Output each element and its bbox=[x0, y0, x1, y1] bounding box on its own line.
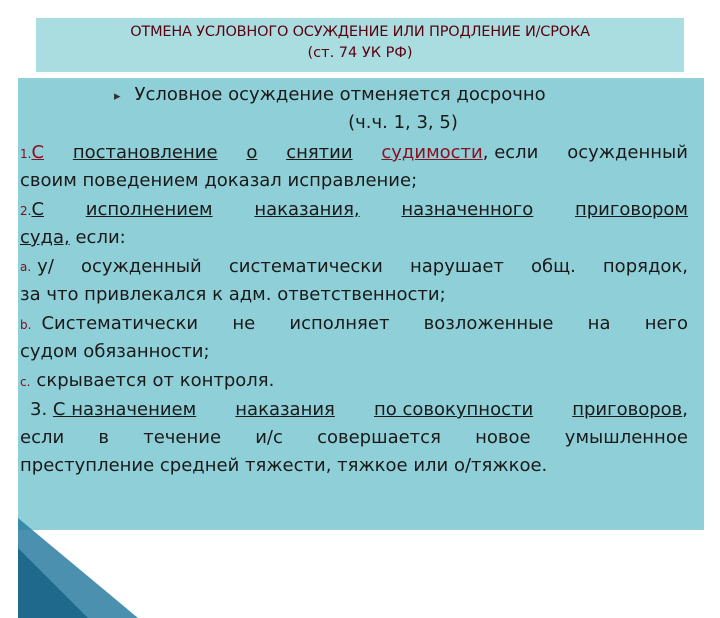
item-a-line1 bbox=[20, 253, 688, 281]
item-b-word: возложенные bbox=[423, 313, 554, 334]
item-2-suda: суда, bbox=[20, 227, 70, 248]
item-c-text: скрывается от контроля. bbox=[36, 370, 275, 391]
item-1-c: С bbox=[31, 142, 45, 163]
item-2-line1 bbox=[20, 196, 688, 225]
slide-subtitle: (ст. 74 УК РФ) bbox=[307, 45, 413, 61]
content-box bbox=[18, 78, 704, 530]
item-1-number: 1. bbox=[20, 147, 32, 161]
item-3-number: 3. bbox=[30, 399, 53, 420]
item-a-marker: a. bbox=[20, 260, 32, 274]
item-2-line2 bbox=[20, 224, 688, 252]
item-b-marker: b. bbox=[20, 318, 32, 332]
decorative-corner-shape-dark bbox=[18, 548, 88, 618]
item-3-word: если bbox=[20, 427, 65, 448]
item-c-marker: c. bbox=[20, 375, 31, 389]
item-1-line2: своим поведением доказал исправление; bbox=[20, 170, 418, 191]
item-3-line1 bbox=[30, 396, 688, 424]
bullet-arrow-icon: ▸ bbox=[114, 89, 121, 104]
item-a-line2: за что привлекался к адм. ответственности; bbox=[20, 284, 446, 305]
heading-line1 bbox=[114, 81, 546, 111]
item-1-word: осужденный bbox=[567, 142, 688, 163]
item-1-word: о bbox=[246, 142, 258, 163]
item-3-word: в bbox=[98, 427, 109, 448]
item-b-line2: судом обязанности; bbox=[20, 341, 210, 362]
item-1-line1 bbox=[20, 139, 688, 168]
item-1-word: снятии bbox=[286, 142, 353, 163]
item-3-word: новое bbox=[475, 427, 531, 448]
slide-title-box bbox=[36, 18, 684, 72]
item-2-word: назначенного bbox=[401, 199, 534, 220]
item-2-word: исполнением bbox=[85, 199, 213, 220]
item-b-word: Систематически bbox=[41, 313, 199, 334]
item-3-word: умышленное bbox=[564, 427, 688, 448]
item-3-word: приговоров bbox=[572, 399, 683, 420]
item-b-line1 bbox=[20, 310, 688, 339]
item-b-word: исполняет bbox=[289, 313, 390, 334]
item-1-word: судимости bbox=[381, 142, 483, 163]
item-3-word: , bbox=[682, 399, 688, 420]
item-1-word: , если bbox=[482, 142, 539, 163]
item-3-line3: преступление средней тяжести, тяжкое или о/тяжкое. bbox=[20, 455, 548, 476]
item-b-word: на bbox=[587, 313, 611, 334]
item-3-word: течение bbox=[143, 427, 222, 448]
item-2-c: С bbox=[31, 199, 45, 220]
item-3-word: и/с bbox=[255, 427, 283, 448]
item-2-word: наказания, bbox=[254, 199, 360, 220]
item-c-line bbox=[20, 367, 688, 396]
item-2-number: 2. bbox=[20, 204, 32, 218]
item-a-text: у/ осужденный систематически нарушает общ. порядок, bbox=[37, 256, 688, 277]
item-3-word: наказания bbox=[235, 399, 335, 420]
heading-text: Условное осуждение отменяется досрочно bbox=[134, 84, 546, 105]
item-3-word: С назначением bbox=[52, 399, 197, 420]
item-3-word: совершается bbox=[317, 427, 441, 448]
heading-line2: (ч.ч. 1, 3, 5) bbox=[348, 112, 458, 133]
item-2-word: приговором bbox=[574, 199, 688, 220]
slide-title: ОТМЕНА УСЛОВНОГО ОСУЖДЕНИЕ ИЛИ ПРОДЛЕНИЕ И/СРОКА bbox=[130, 24, 590, 40]
item-b-word: него bbox=[644, 313, 688, 334]
item-3-line2 bbox=[20, 424, 688, 452]
item-3-word: по совокупности bbox=[373, 399, 534, 420]
item-b-word: не bbox=[232, 313, 256, 334]
item-1-word: постановление bbox=[72, 142, 218, 163]
item-2-esli: если: bbox=[69, 227, 126, 248]
